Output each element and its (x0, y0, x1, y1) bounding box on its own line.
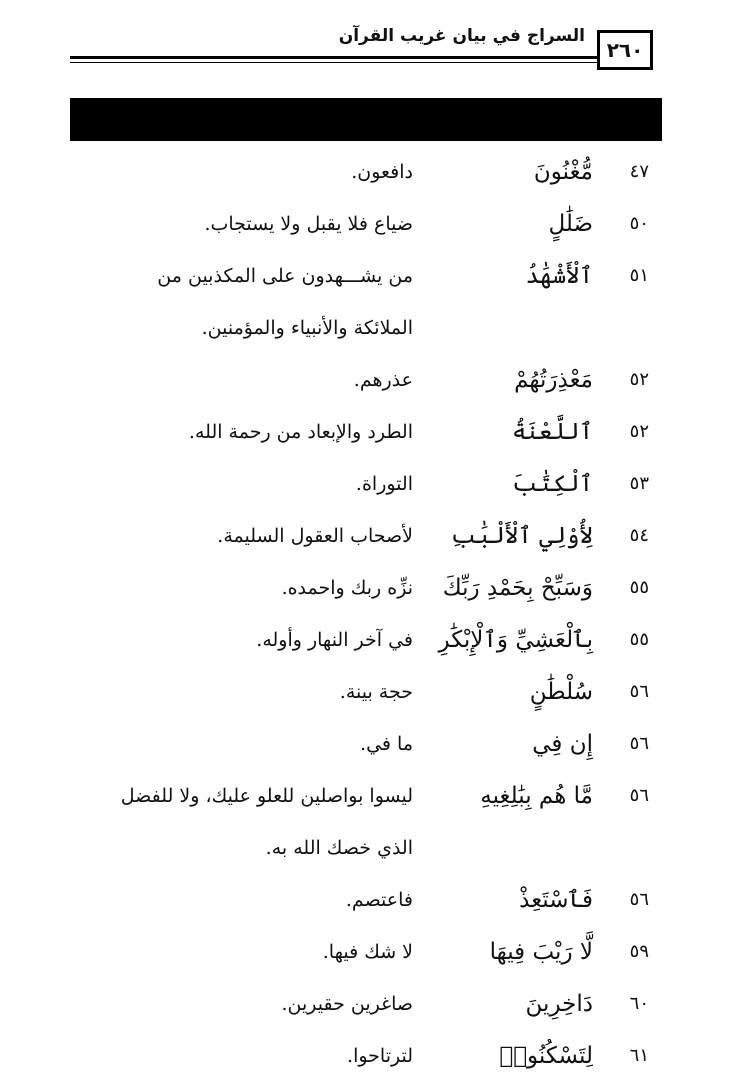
glossary-entry (0, 666, 755, 718)
word-meaning: لا شك فيها. (322, 941, 413, 963)
glossary-entry (0, 614, 755, 666)
verse-number: ٥٣ (629, 473, 649, 494)
word-meaning: لأصحاب العقول السليمة. (217, 525, 413, 547)
verse-number: ٥٤ (629, 525, 649, 546)
verse-number: ٥٠ (629, 213, 649, 234)
glossary-entry (0, 926, 755, 978)
glossary-entry (0, 354, 755, 406)
verse-number: ٥٦ (629, 681, 649, 702)
quran-word: مَّا هُم بِبَٰلِغِيهِ (480, 783, 593, 809)
word-meaning: فاعتصم. (345, 889, 413, 911)
glossary-list (0, 146, 755, 1082)
glossary-entry (0, 718, 755, 770)
glossary-entry (0, 1030, 755, 1082)
quran-word: بِٱلْعَشِيِّ وَٱلْإِبْكَٰرِ (438, 627, 593, 653)
word-meaning: دافعون. (351, 161, 413, 183)
word-meaning: الطرد والإبعاد من رحمة الله. (188, 421, 413, 443)
verse-number: ٥٦ (629, 733, 649, 754)
word-meaning: ما في. (360, 733, 413, 755)
word-meaning: نزِّه ربك واحمده. (281, 577, 413, 599)
quran-word: ٱلْأَشْهَٰدُ (525, 263, 593, 289)
quran-word: مُّغْنُونَ (533, 159, 593, 185)
verse-number: ٤٧ (629, 161, 649, 182)
page-number: ٢٦٠ (597, 30, 653, 70)
glossary-entry (0, 562, 755, 614)
word-meaning: التوراة. (355, 473, 413, 495)
verse-number: ٦١ (629, 1045, 649, 1066)
verse-number: ٥٦ (629, 785, 649, 806)
glossary-entry (0, 250, 755, 354)
quran-word: فَٱسْتَعِذْ (519, 887, 593, 913)
quran-word: سُلْطَٰنٍ (529, 679, 593, 705)
page-header (0, 0, 755, 100)
header-rule-thin (70, 62, 598, 63)
word-meaning: حجة بينة. (339, 681, 413, 703)
quran-word: ٱلْكِتَٰبَ (512, 471, 593, 497)
word-meaning: ليسوا بواصلين للعلو عليك، ولا للفضل الذي خصك الله به. (120, 785, 413, 859)
header-rule-thick (70, 56, 598, 59)
word-meaning: عذرهم. (353, 369, 413, 391)
word-meaning: من يشـــهدون على المكذبين من الملائكة والأنبياء والمؤمنين. (157, 265, 413, 339)
quran-word: دَاخِرِينَ (525, 991, 593, 1017)
quran-word: ٱللَّعْنَةُ (512, 419, 593, 445)
word-meaning: ضياع فلا يقبل ولا يستجاب. (204, 213, 413, 235)
glossary-entry (0, 146, 755, 198)
quran-word: إِن فِي (532, 731, 593, 757)
quran-word: لِتَسْكُنُوا۟ (499, 1043, 593, 1069)
book-title: السراج في بيان غريب القرآن (338, 26, 585, 46)
glossary-entry (0, 874, 755, 926)
glossary-entry (0, 406, 755, 458)
word-meaning: في آخر النهار وأوله. (256, 629, 413, 651)
glossary-entry (0, 978, 755, 1030)
verse-number: ٥٥ (629, 577, 649, 598)
word-meaning: صاغرين حقيرين. (281, 993, 413, 1015)
verse-number: ٥٢ (629, 369, 649, 390)
quran-word: ضَلَٰلٍ (548, 211, 593, 237)
verse-number: ٥٦ (629, 889, 649, 910)
verse-number: ٥٥ (629, 629, 649, 650)
verse-number: ٥٢ (629, 421, 649, 442)
quran-word: وَسَبِّحْ بِحَمْدِ رَبِّكَ (442, 575, 593, 601)
quran-word: لَّا رَيْبَ فِيهَا (489, 939, 593, 965)
verse-number: ٦٠ (629, 993, 649, 1014)
verse-number: ٥٩ (629, 941, 649, 962)
glossary-entry (0, 198, 755, 250)
section-bar (70, 98, 662, 141)
quran-word: لِأُوْلِي ٱلْأَلْبَٰبِ (450, 523, 593, 549)
glossary-entry (0, 770, 755, 874)
quran-word: مَعْذِرَتُهُمْ (514, 367, 593, 393)
glossary-entry (0, 458, 755, 510)
glossary-entry (0, 510, 755, 562)
word-meaning: لترتاحوا. (347, 1045, 413, 1067)
verse-number: ٥١ (629, 265, 649, 286)
